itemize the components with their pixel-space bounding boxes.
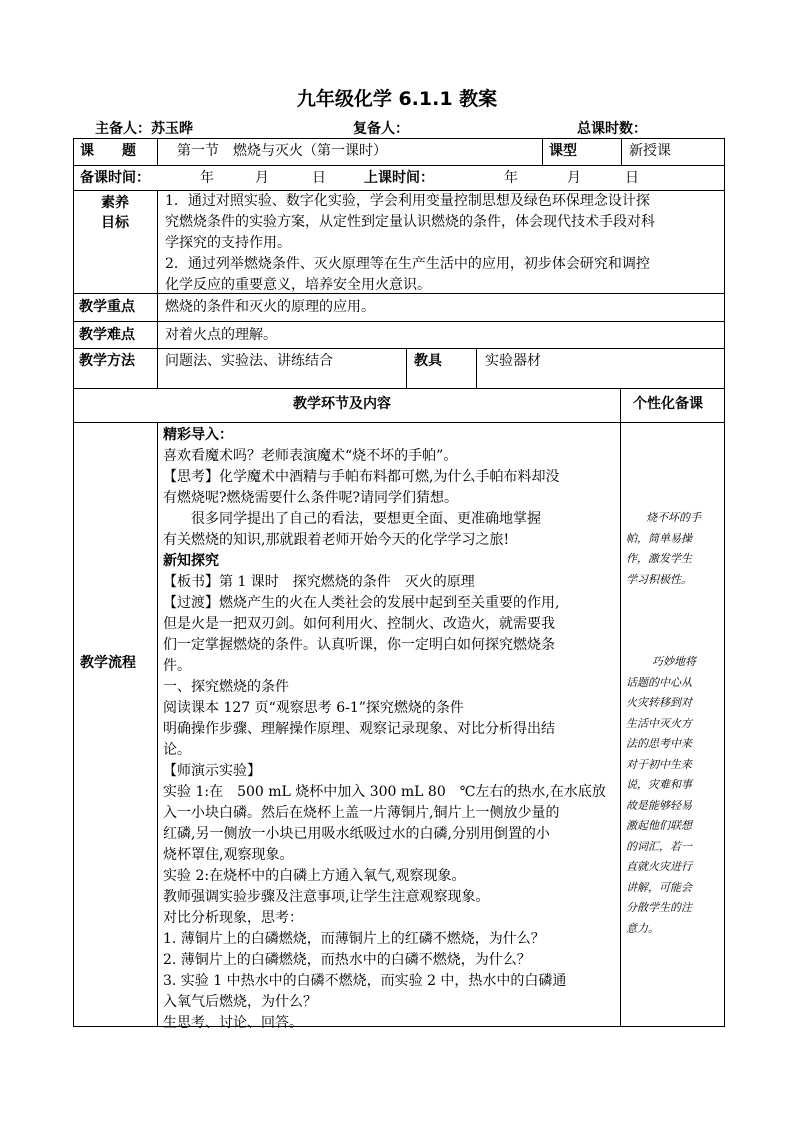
tools-label: 教具 [414, 353, 442, 369]
class-day: 日 [625, 170, 639, 186]
difficulties-value: 对着火点的理解。 [165, 327, 277, 343]
goals-line: 学探究的支持作用。 [165, 235, 291, 251]
goals-label-1: 素养 [101, 195, 129, 211]
co-preparer: 复备人： [353, 121, 409, 137]
process-line: 实验 1:在 500 mL 烧杯中加入 300 mL 80 ℃左右的热水,在水底放 [163, 784, 606, 800]
process-line: 1. 薄铜片上的白磷燃烧，而薄铜片上的红磷不燃烧，为什么？ [163, 931, 545, 947]
process-line: 明确操作步骤、理解操作原理、观察记录现象、对比分析得出结 [163, 721, 555, 737]
section-personal-header: 个性化备课 [633, 396, 703, 412]
process-line: 【师演示实验】 [163, 763, 261, 779]
key-points-value: 燃烧的条件和灭火的原理的应用。 [165, 299, 375, 315]
note-line: 巧妙地将 [652, 655, 696, 668]
prep-month: 月 [255, 170, 269, 186]
process-line: 红磷,另一侧放一小块已用吸水纸吸过水的白磷,分别用倒置的小 [163, 826, 550, 842]
process-line: 【思考】化学魔术中酒精与手帕布料都可燃,为什么手帕布料却没 [163, 469, 560, 485]
goals-label-2: 目标 [101, 215, 129, 231]
process-line: 一、探究燃烧的条件 [163, 679, 289, 695]
class-year: 年 [504, 170, 518, 186]
note-line: 生活中灭火方 [626, 716, 692, 730]
note-line: 意力。 [626, 921, 659, 935]
process-line: 入氧气后燃烧，为什么？ [163, 994, 317, 1010]
prep-year: 年 [200, 170, 214, 186]
note-line: 的词汇，若一 [626, 839, 692, 853]
goals-line: 究燃烧条件的实验方案，从定性到定量认识燃烧的条件，体会现代技术手段对科 [165, 214, 655, 230]
prep-time-label: 备课时间： [80, 170, 150, 186]
personal-note-1 [626, 508, 722, 590]
difficulties-label: 教学难点 [79, 327, 135, 343]
meta-row [0, 118, 794, 138]
page-title: 九年级化学 6.1.1 教案 [296, 88, 498, 110]
note-line: 讲解，可能会 [626, 880, 692, 894]
note-line: 话题的中心从 [626, 675, 692, 689]
section-content-header: 教学环节及内容 [293, 396, 391, 412]
process-line: 教师强调实验步骤及注意事项,让学生注意观察现象。 [163, 889, 490, 905]
process-line: 3. 实验 1 中热水中的白磷不燃烧，而实验 2 中，热水中的白磷通 [163, 973, 567, 989]
process-heading: 新知探究 [163, 553, 219, 569]
prep-day: 日 [312, 170, 326, 186]
process-line: 有燃烧呢?燃烧需要什么条件呢?请同学们猜想。 [163, 490, 459, 506]
note-line: 故是能够轻易 [626, 798, 692, 812]
note-line: 帕，简单易操 [626, 531, 692, 545]
note-line: 说，灾难和事 [626, 778, 692, 791]
topic-label: 课 题 [80, 143, 136, 159]
note-line: 直就火灾进行 [626, 860, 692, 873]
process-line: 但是火是一把双刃剑。如何利用火、控制火、改造火，就需要我 [163, 616, 555, 632]
process-text [163, 425, 606, 1034]
methods-value: 问题法、实验法、讲练结合 [165, 353, 333, 369]
process-line: 很多同学提出了自己的看法，要想更全面、更准确地掌握 [163, 511, 541, 527]
process-line: 对比分析现象，思考： [163, 910, 303, 926]
methods-label: 教学方法 [79, 353, 135, 369]
process-line: 喜欢看魔术吗？老师表演魔术“烧不坏的手帕”。 [163, 448, 458, 464]
goals-line: 1．通过对照实验、数字化实验，学会利用变量控制思想及绿色环保理念设计探 [165, 193, 650, 209]
class-time-label: 上课时间： [364, 170, 434, 186]
total-hours: 总课时数： [577, 121, 647, 137]
personal-note-2 [626, 652, 722, 939]
note-line: 学习积极性。 [626, 572, 692, 586]
process-line: 件。 [163, 658, 191, 674]
type-value: 新授课 [629, 143, 671, 159]
process-line: 论。 [163, 742, 191, 758]
goals-text [165, 191, 655, 296]
class-month: 月 [567, 170, 581, 186]
process-line: 阅读课本 127 页“观察思考 6-1”探究燃烧的条件 [163, 700, 464, 716]
process-line: 生思考、讨论、回答。 [163, 1015, 303, 1031]
process-line: 【过渡】燃烧产生的火在人类社会的发展中起到至关重要的作用, [163, 595, 560, 611]
process-heading: 精彩导入： [163, 427, 233, 443]
goals-line: 2．通过列举燃烧条件、灭火原理等在生产生活中的应用，初步体会研究和调控 [165, 256, 650, 272]
note-line: 火灾转移到对 [626, 696, 692, 709]
note-line: 激起他们联想 [626, 819, 692, 832]
process-line: 烧杯罩住,观察现象。 [163, 847, 294, 863]
type-label: 课型 [549, 143, 577, 159]
process-line: 实验 2:在烧杯中的白磷上方通入氧气,观察现象。 [163, 868, 466, 884]
process-line: 【板书】第 1 课时 探究燃烧的条件 灭火的原理 [163, 574, 475, 590]
process-line: 入一小块白磷。然后在烧杯上盖一片薄铜片,铜片上一侧放少量的 [163, 805, 560, 821]
process-label: 教学流程 [80, 655, 136, 671]
topic-value: 第一节 燃烧与灭火（第一课时） [177, 143, 387, 159]
preparer: 主备人：苏玉晔 [95, 121, 193, 137]
key-points-label: 教学重点 [79, 299, 135, 315]
goals-line: 化学反应的重要意义，培养安全用火意识。 [165, 277, 431, 293]
process-line: 有关燃烧的知识,那就跟着老师开始今天的化学学习之旅! [163, 532, 510, 548]
note-line: 分散学生的注 [626, 901, 692, 914]
process-line: 们一定掌握燃烧的条件。认真听课，你一定明白如何探究燃烧条 [163, 637, 555, 653]
process-line: 2. 薄铜片上的白磷燃烧，而热水中的白磷不燃烧，为什么？ [163, 952, 531, 968]
tools-value: 实验器材 [485, 353, 541, 369]
note-line: 法的思考中来 [626, 737, 692, 750]
note-line: 烧不坏的手 [646, 511, 701, 524]
note-line: 对于初中生来 [626, 757, 692, 771]
note-line: 作，激发学生 [626, 552, 692, 565]
